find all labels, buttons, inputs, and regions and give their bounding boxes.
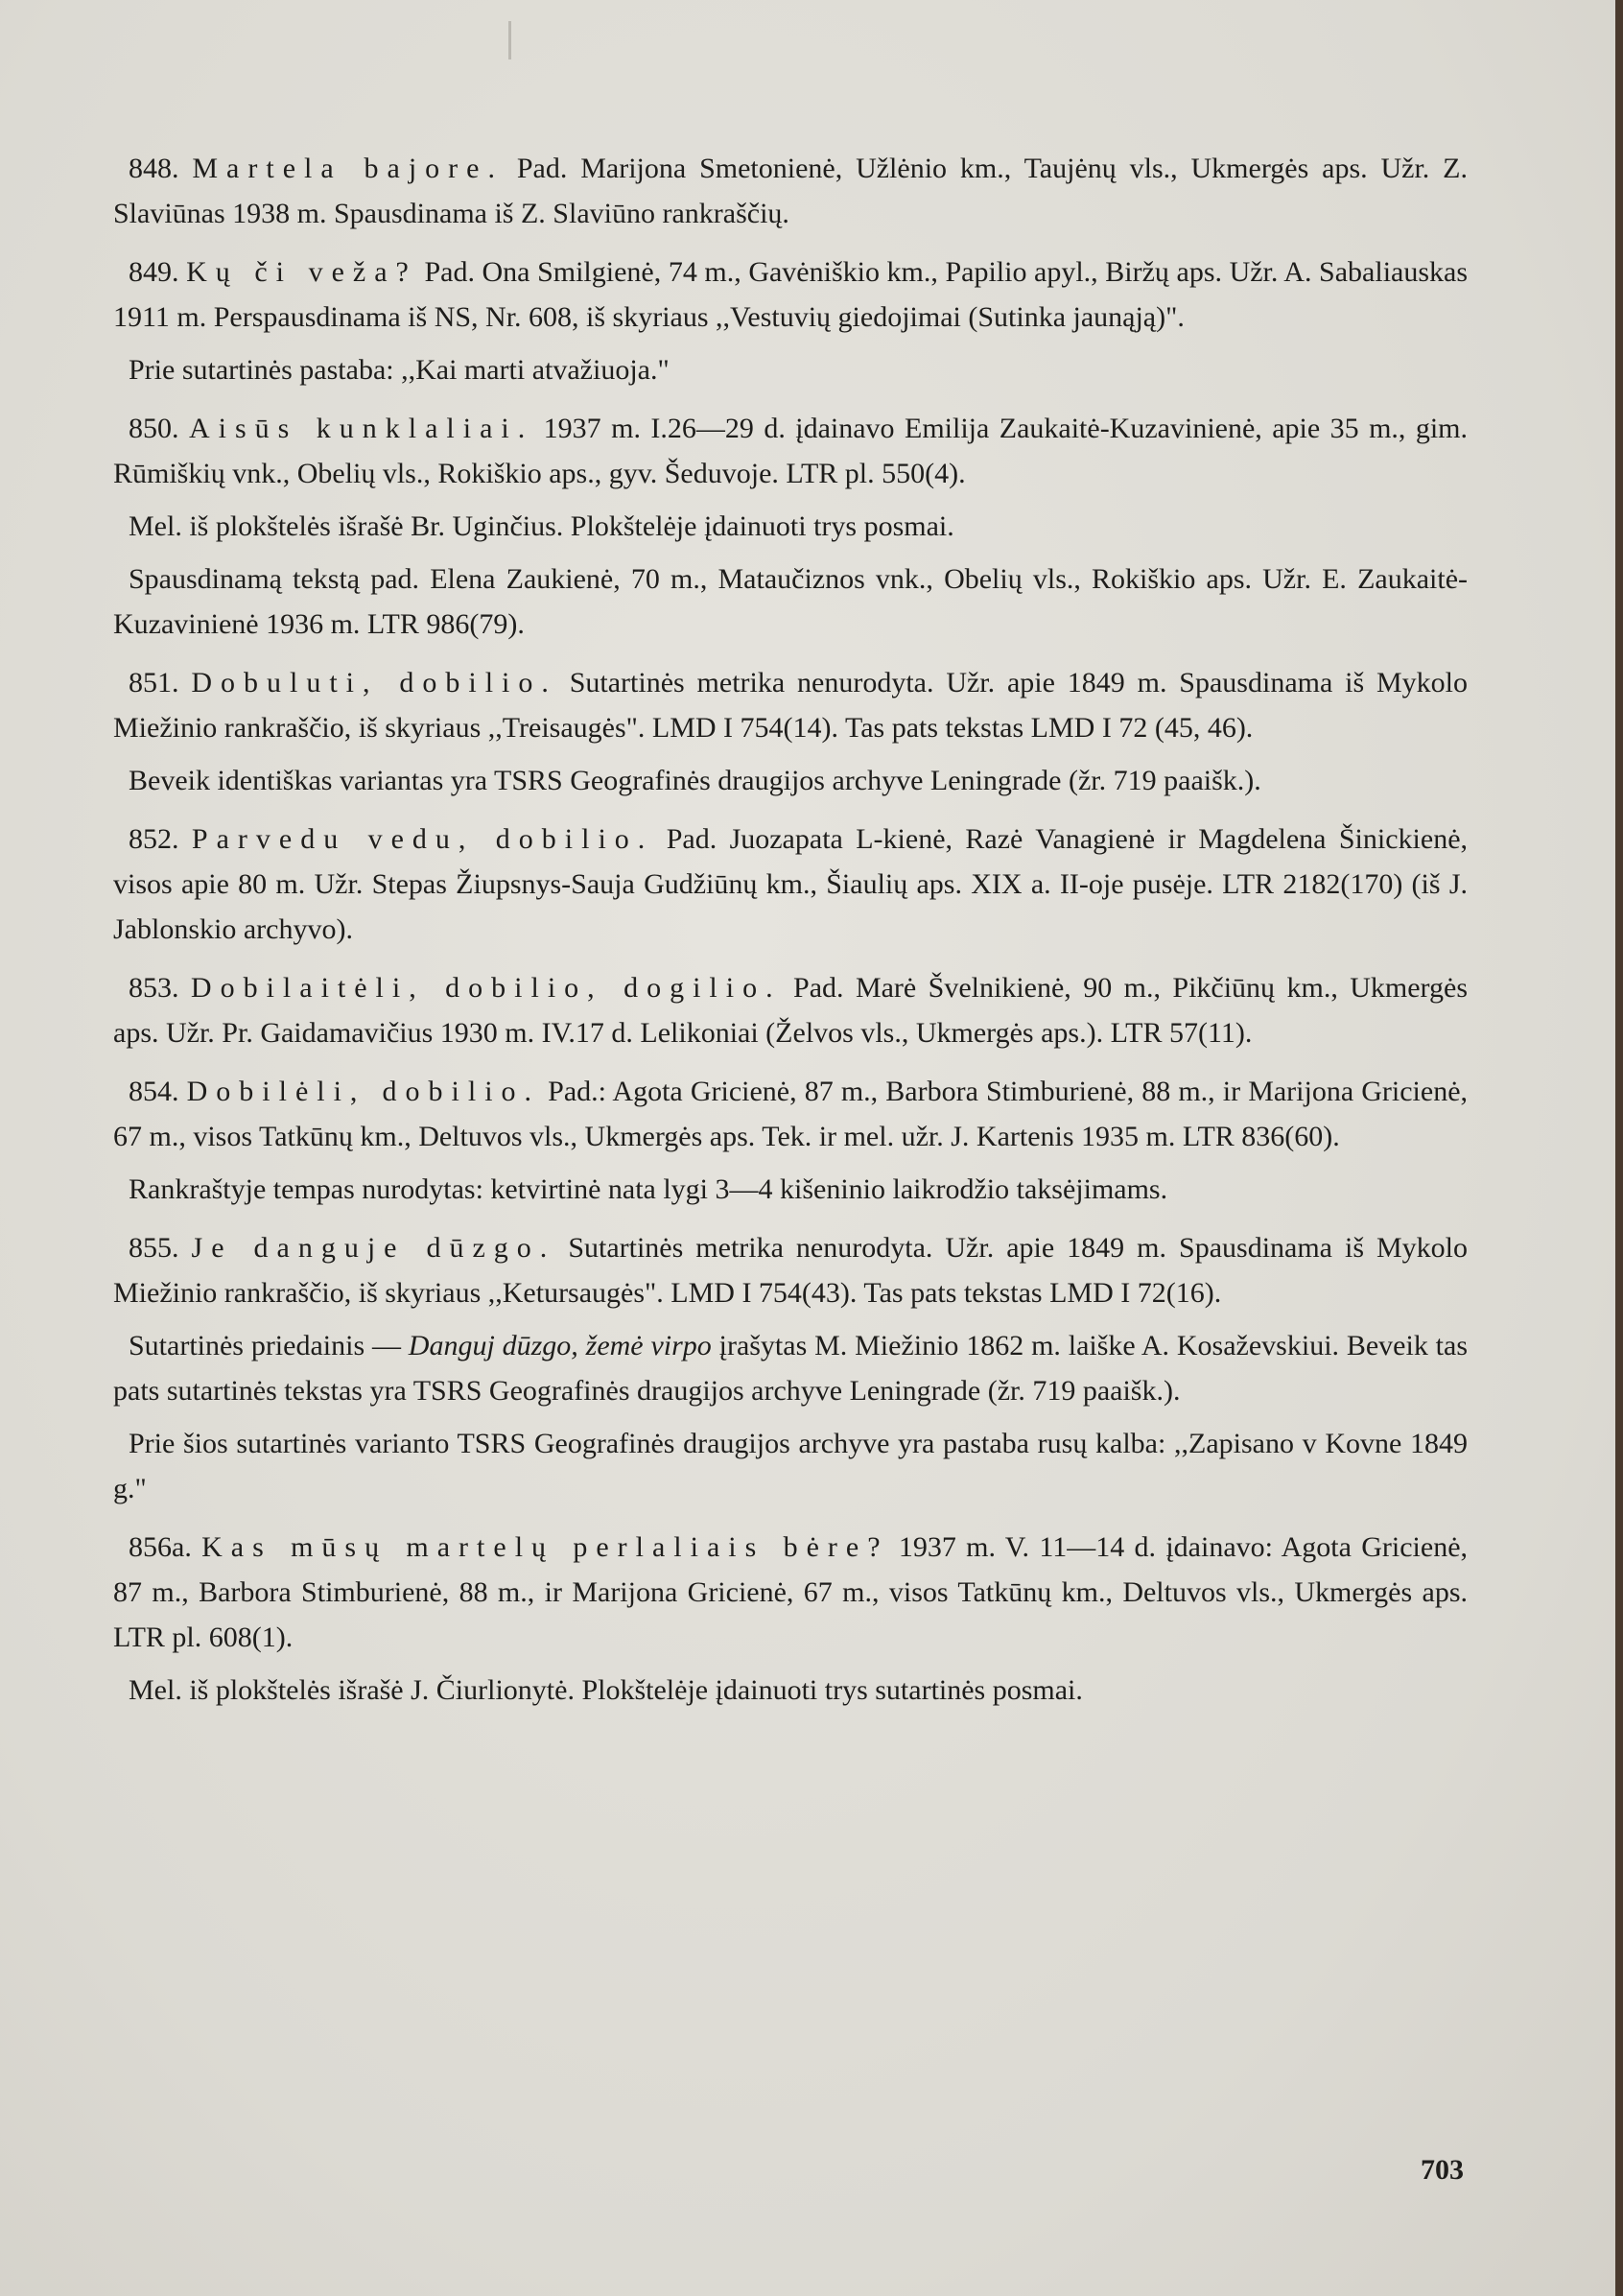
page-number: 703 (1421, 2154, 1464, 2186)
entry-note (113, 1323, 1468, 1413)
entry-number: 856a. (129, 1531, 192, 1563)
entry-title: Kas mūsų martelų perlaliais bėre? (201, 1531, 889, 1563)
entry-note: Spausdinamą tekstą pad. Elena Zaukienė, 70 m., Matаučiznos vnk., Obelių vls., Rokiškio aps. Užr. E. Zaukaitė-Kuzavinienė 1936 m. LTR 986(79). (113, 563, 1468, 640)
entry-853 (113, 965, 1468, 1055)
book-edge (1615, 0, 1623, 2296)
entry-848 (113, 146, 1468, 236)
entry-text: Pad. Ona Smilgienė, 74 m., Gavėniškio km., Papilio apyl., Biržų aps. Užr. A. Sabaliauskas 1911 m. Perspausdinama iš NS, Nr. 608, iš skyriaus ,,Vestuvių giedojimai (Sutinka jaunąją)". (113, 256, 1469, 333)
entry-note: Prie šios sutartinės varianto TSRS Geografinės draugijos archyve yra pastaba rusų kalba: ,,Zapisano v Kovne 1849 g." (113, 1428, 1468, 1504)
entry-text: Pad. Marijona Smetonienė, Užlėnio km., Taujėnų vls., Ukmergės aps. Užr. Z. Slaviūnas 1938 m. Spausdinama iš Z. Slaviūno rankraščių. (113, 153, 1469, 229)
entry-text: 1937 m. V. 11—14 d. įdainavo: Agota Gricienė, 87 m., Barbora Stimburienė, 88 m., ir Marijona Gricienė, 67 m., visos Tatkūnų km., Deltuvos vls., Ukmergės aps. LTR pl. 608(1). (113, 1531, 1469, 1653)
entry-text: Sutartinės metrika nenurodyta. Užr. apie 1849 m. Spausdinama iš Mykolo Miežinio rankraščio, iš skyriaus ,,Ketursaugės". LMD I 754(43). Tas pats tekstas LMD I 72(16). (113, 1232, 1469, 1309)
scan-mark (508, 21, 511, 59)
entry-number: 849. (129, 256, 179, 288)
entry-number: 851. (129, 667, 179, 698)
entry-note: Prie sutartinės pastaba: ,,Kai marti atvažiuoja." (129, 354, 670, 386)
entry-note: Mel. iš plokštelės išrašė J. Čiurlionytė. Plokštelėje įdainuoti trys sutartinės posmai. (129, 1674, 1083, 1706)
entry-note: Beveik identiškas variantas yra TSRS Geografinės draugijos archyve Leningrade (žr. 719 paaišk.). (129, 765, 1261, 796)
entry-number: 854. (129, 1076, 179, 1107)
entry-number: 853. (129, 972, 179, 1004)
entry-title: Parvedu vedu, dobilio. (191, 823, 654, 855)
entry-note: Rankraštyje tempas nurodytas: ketvirtinė nata lygi 3—4 kišeninio laikrodžio taksėjimams. (129, 1173, 1168, 1205)
entry-number: 852. (129, 823, 179, 855)
entry-text: Pad. Juozapata L-kienė, Razė Vanagienė ir Magdelena Šinickienė, visos apie 80 m. Užr. Stepas Žiupsnys-Sauja Gudžiūnų km., Šiaulių aps. XIX a. II-oje pusėje. LTR 2182(170) (iš J. Jablonskio archyvo). (113, 823, 1469, 945)
entry-note: Mel. iš plokštelės išrašė Br. Uginčius. Plokštelėje įdainuoti trys posmai. (129, 510, 954, 542)
entry-text: Pad. Marė Švelnikienė, 90 m., Pikčiūnų km., Ukmergės aps. Užr. Pr. Gaidamavičius 1930 m. IV.17 d. Lelikoniai (Želvos vls., Ukmergės aps.). LTR 57(11). (113, 972, 1468, 1049)
entry-855 (113, 1225, 1468, 1511)
entry-title: Kų či veža? (186, 256, 417, 288)
entry-849 (113, 249, 1468, 392)
entry-856a (113, 1525, 1468, 1713)
entry-852 (113, 817, 1468, 952)
commentary-text (113, 146, 1468, 1726)
entry-text: Sutartinės metrika nenurodyta. Užr. apie 1849 m. Spausdinama iš Mykolo Miežinio rankraščio, iš skyriaus ,,Treisaugės". LMD I 754(14). Tas pats tekstas LMD I 72 (45, 46). (113, 667, 1468, 744)
entry-title: Dobilaitėli, dobilio, dogilio. (190, 972, 782, 1004)
entry-title: Martela bajore. (192, 153, 504, 184)
entry-title: Dobuluti, dobilio. (191, 667, 557, 698)
entry-title: Dobilėli, dobilio. (186, 1076, 541, 1107)
entry-title: Aisūs kunklaliai. (188, 413, 534, 444)
entry-number: 850. (129, 413, 179, 444)
entry-number: 848. (129, 153, 179, 184)
note-text: Sutartinės priedainis — (129, 1330, 409, 1361)
entry-number: 855. (129, 1232, 179, 1264)
entry-850 (113, 406, 1468, 647)
note-text: įrašytas M. Miežinio 1862 m. laiške A. Kosaževskiui. Beveik tas pats sutartinės tekstas yra TSRS Geografinės draugijos archyve Leningrade (žr. 719 paaišk.). (113, 1330, 1468, 1407)
entry-title: Je danguje dūzgo. (191, 1232, 556, 1264)
refrain-quote: Danguj dūzgo, žemė virpo (408, 1330, 712, 1361)
entry-851 (113, 660, 1468, 803)
entry-text: Pad.: Agota Gricienė, 87 m., Barbora Stimburienė, 88 m., ir Marijona Gricienė, 67 m., visos Tatkūnų km., Deltuvos vls., Ukmergės aps. Tek. ir mel. užr. J. Kartenis 1935 m. LTR 836(60). (113, 1076, 1469, 1152)
entry-text: 1937 m. I.26—29 d. įdainavo Emilija Zaukaitė-Kuzavinienė, apie 35 m., gim. Rūmiškių vnk., Obelių vls., Rokiškio aps., gyv. Šeduvoje. LTR pl. 550(4). (113, 413, 1469, 489)
entry-854 (113, 1069, 1468, 1212)
